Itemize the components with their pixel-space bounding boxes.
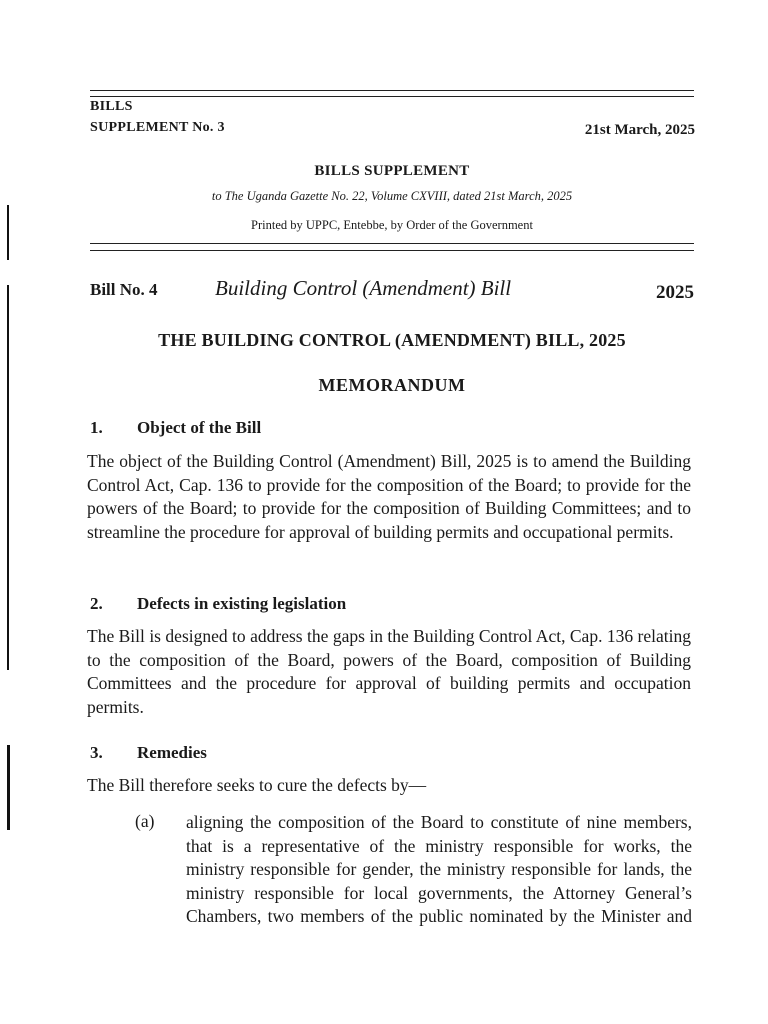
gazette-reference: to The Uganda Gazette No. 22, Volume CXVIII, dated 21st March, 2025 (211, 189, 573, 203)
section-number: 1. (90, 418, 103, 437)
header-rule-top-double (90, 96, 694, 97)
scan-artifact (7, 205, 9, 260)
section-title: Remedies (137, 743, 207, 762)
list-item-text: aligning the composition of the Board to constitute of nine members, that is a representative of the ministry responsible for works, the ministry responsible for gender, the ministry responsible for lands, the ministry responsible for local governments, the Attorney General’s Chambers, two members of the public nominated by the Minister and (186, 812, 692, 926)
header-date: 21st March, 2025 (584, 122, 695, 138)
bill-number: Bill No. 4 (90, 280, 158, 299)
section-title: Object of the Bill (137, 418, 262, 437)
list-item-label: (a) (135, 811, 155, 831)
bill-full-title: THE BUILDING CONTROL (AMENDMENT) BILL, 2025 (158, 330, 626, 350)
section-paragraph: The Bill therefore seeks to cure the defects by— (87, 775, 427, 795)
header-rule-bottom-double (90, 250, 694, 251)
section-title: Defects in existing legislation (137, 594, 347, 613)
memorandum-heading: MEMORANDUM (318, 375, 466, 395)
supplement-title: BILLS SUPPLEMENT (314, 163, 470, 179)
bill-year: 2025 (656, 282, 694, 303)
scan-artifact (7, 745, 10, 830)
section-paragraph: The Bill is designed to address the gaps in the Building Control Act, Cap. 136 relating to the composition of the Board, powers of the Board, composition of Building Committees and the procedure for approval of building permits and occupation permits. (87, 626, 691, 717)
header-supplement-number: SUPPLEMENT No. 3 (90, 120, 225, 135)
header-rule-bottom (90, 243, 694, 244)
scan-artifact (7, 285, 9, 670)
bill-short-title: Building Control (Amendment) Bill (215, 276, 512, 300)
printer-line: Printed by UPPC, Entebbe, by Order of the Government (251, 218, 533, 232)
section-number: 2. (90, 594, 103, 613)
section-paragraph: The object of the Building Control (Amendment) Bill, 2025 is to amend the Building Control Act, Cap. 136 to provide for the composition of the Board; to provide for the powers of the Board; to provide for the composition of Building Committees; and to streamline the procedure for approval of building permits and occupational permits. (87, 451, 691, 542)
header-rule-top (90, 90, 694, 91)
header-bills: BILLS (90, 99, 133, 114)
section-number: 3. (90, 743, 103, 762)
